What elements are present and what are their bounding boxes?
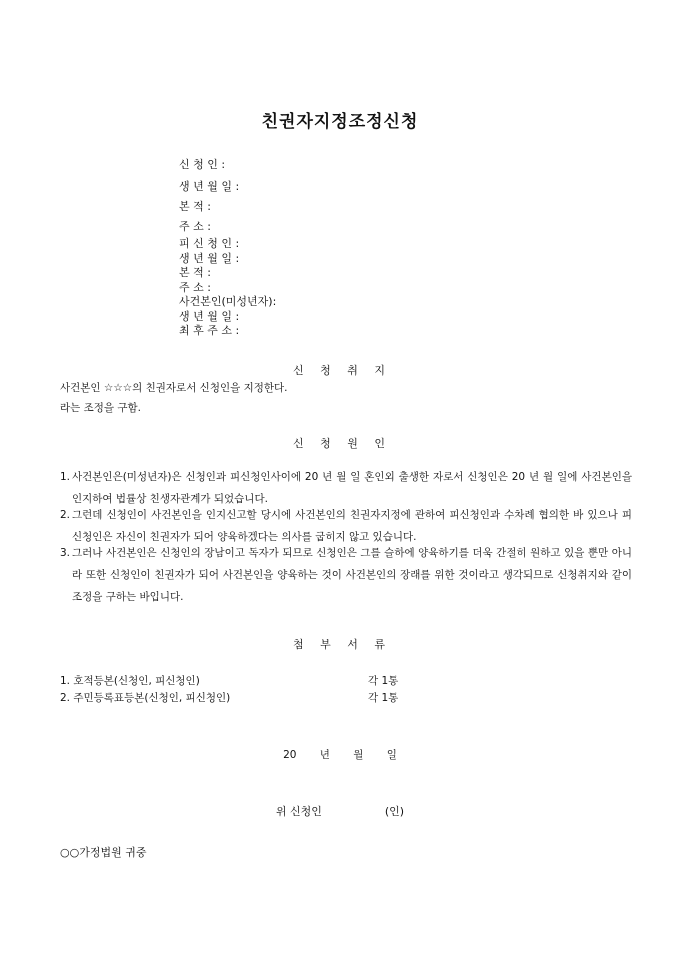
applicant-address-label: 주 소 : xyxy=(179,220,211,233)
court-addressee: ○○가정법원 귀중 xyxy=(60,846,147,859)
respondent-address-label: 주 소 : xyxy=(179,281,211,294)
reason-item xyxy=(60,542,632,608)
reason-heading: 신 청 원 인 xyxy=(293,437,387,450)
purpose-line-2: 라는 조정을 구함. xyxy=(60,402,142,414)
reason-item-number: 2. xyxy=(60,509,71,521)
seal-mark: (인) xyxy=(384,805,405,818)
attachment-name: 1. 호적등본(신청인, 피신청인) xyxy=(60,675,200,687)
applicant-label: 신 청 인 : xyxy=(179,158,226,171)
subject-last-address-label: 최 후 주 소 : xyxy=(179,324,240,337)
attachment-name: 2. 주민등록표등본(신청인, 피신청인) xyxy=(60,692,231,704)
reason-item-text: 그러나 사건본인은 신청인의 장남이고 독자가 되므로 신청인은 그를 슬하에 양육하기를 더욱 간절히 원하고 있을 뿐만 아니라 또한 신청인이 친권자가 되어 사건본인을 양육하는 것이 사건본인의 장래를 위한 것이라고 생각되므로 신청취지와 같이 조정을 구하는 바입니다. xyxy=(72,547,632,603)
signature-line xyxy=(0,803,680,819)
attachment-count: 각 1통 xyxy=(368,692,399,704)
attachment-count: 각 1통 xyxy=(368,675,399,687)
signature-label: 위 신청인 xyxy=(275,805,322,818)
purpose-heading: 신 청 취 지 xyxy=(293,364,387,377)
respondent-registry-label: 본 적 : xyxy=(179,266,211,279)
page-title: 친권자지정조정신청 xyxy=(261,112,419,132)
reason-item-text: 사건본인은(미성년자)은 신청인과 피신청인사이에 20 년 월 일 혼인외 출생한 자로서 신청인은 20 년 월 일에 사건본인을 인지하여 법률상 친생자관계가 되었습니다. xyxy=(72,471,632,505)
respondent-birthdate-label: 생 년 월 일 : xyxy=(179,252,240,265)
reason-item-number: 1. xyxy=(60,471,71,483)
purpose-line-1: 사건본인 ☆☆☆의 친권자로서 신청인을 지정한다. xyxy=(60,382,288,394)
reason-item-number: 3. xyxy=(60,547,71,559)
attachments-heading: 첨 부 서 류 xyxy=(293,638,387,651)
respondent-label: 피 신 청 인 : xyxy=(179,237,240,250)
subject-birthdate-label: 생 년 월 일 : xyxy=(179,310,240,323)
subject-minor-label: 사건본인(미성년자): xyxy=(179,295,277,308)
applicant-birthdate-label: 생 년 월 일 : xyxy=(179,180,240,193)
applicant-registry-label: 본 적 : xyxy=(179,200,211,213)
filing-date: 20 년 월 일 xyxy=(283,749,397,761)
reason-item-text: 그런데 신청인이 사건본인을 인지신고할 당시에 사건본인의 친권자지정에 관하여 피신청인과 수차례 협의한 바 있으나 피신청인은 자신이 친권자가 되어 양육하겠다는 의사를 굽히지 않고 있습니다. xyxy=(72,509,632,543)
